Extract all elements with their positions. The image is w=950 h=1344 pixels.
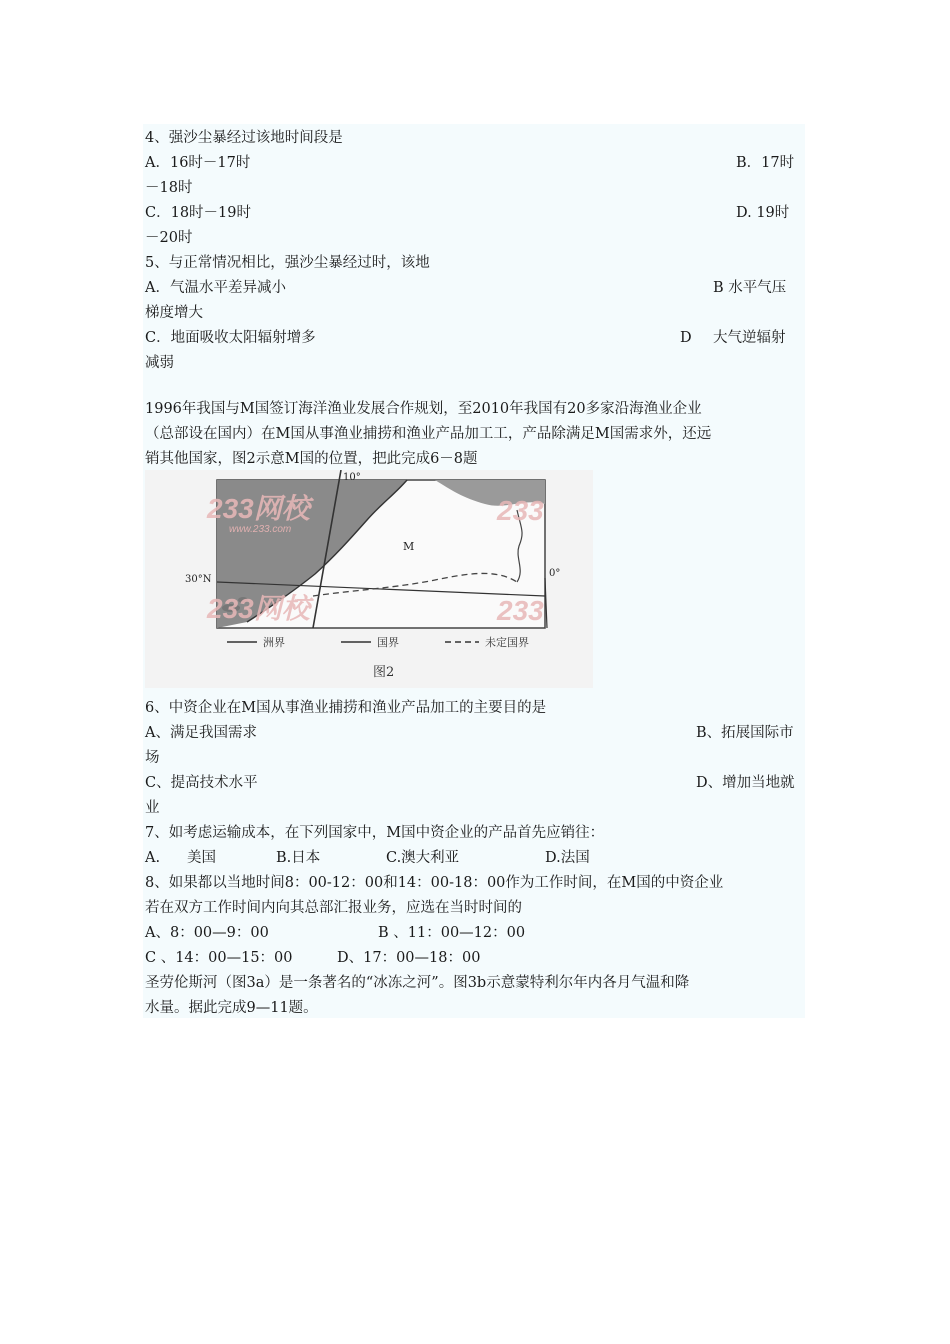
q7-option-c: C.澳大利亚 xyxy=(386,850,460,866)
q7-option-b: B.日本 xyxy=(276,850,321,866)
country-label-m: M xyxy=(403,540,415,553)
watermark: 233网校 xyxy=(207,593,310,624)
intro-6-8-line-3: 销其他国家，图2示意M国的位置，把此完成6－8题 xyxy=(145,451,478,467)
intro-9-11-line-2: 水量。据此完成9—11题。 xyxy=(145,1000,318,1016)
q5-option-b-continued: 梯度增大 xyxy=(145,305,203,321)
q8-option-c: C 、14：00—15：00 xyxy=(145,950,293,966)
q5-option-d-continued: 减弱 xyxy=(145,355,174,371)
q8-option-b: B 、11：00—12：00 xyxy=(378,925,526,941)
q4-stem: 4、强沙尘暴经过该地时间段是 xyxy=(145,130,343,146)
q4-option-d-continued: －20时 xyxy=(145,230,193,246)
watermark: 233网校 xyxy=(207,493,310,524)
watermark-url: www.233.com xyxy=(229,524,292,535)
q4-option-b-continued: －18时 xyxy=(145,180,193,196)
q7-option-a-text: 美国 xyxy=(187,850,216,866)
q7-option-d: D.法国 xyxy=(545,850,590,866)
q6-option-b-continued: 场 xyxy=(145,750,160,766)
q5-option-c: C．地面吸收太阳辐射增多 xyxy=(145,330,316,346)
watermark-partial: 233 xyxy=(497,495,544,526)
map-svg xyxy=(145,470,593,688)
q7-stem: 7、如考虑运输成本，在下列国家中，M国中资企业的产品首先应销往： xyxy=(145,825,605,841)
q6-option-d: D、增加当地就 xyxy=(696,775,795,791)
intro-6-8-line-1: 1996年我国与M国签订海洋渔业发展合作规划，至2010年我国有20多家沿海渔业企业 xyxy=(145,401,702,417)
q4-option-c: C．18时－19时 xyxy=(145,205,251,221)
q7-option-a: A. xyxy=(145,850,161,866)
legend-undefined: 未定国界 xyxy=(485,636,529,649)
q6-option-d-continued: 业 xyxy=(145,800,160,816)
q8-option-d: D、17：00—18：00 xyxy=(337,950,481,966)
figure-caption: 图2 xyxy=(373,665,395,680)
q6-option-c: C、提高技术水平 xyxy=(145,775,258,791)
longitude-label-0: 0° xyxy=(549,568,561,579)
legend-border: 国界 xyxy=(377,636,399,649)
intro-6-8-line-2: （总部设在国内）在M国从事渔业捕捞和渔业产品加工工，产品除满足M国需求外，还远 xyxy=(145,426,712,442)
q5-stem: 5、与正常情况相比，强沙尘暴经过时，该地 xyxy=(145,255,430,271)
figure-2-map xyxy=(145,470,593,688)
q8-stem-line-1: 8、如果都以当地时间8：00-12：00和14：00-18：00作为工作时间，在M国的中资企业 xyxy=(145,875,724,891)
intro-9-11-line-1: 圣劳伦斯河（图3a）是一条著名的“冰冻之河”。图3b示意蒙特利尔年内各月气温和降 xyxy=(145,975,690,991)
q6-stem: 6、中资企业在M国从事渔业捕捞和渔业产品加工的主要目的是 xyxy=(145,700,547,716)
longitude-label-10: 10° xyxy=(343,472,361,483)
legend-continent: 洲界 xyxy=(263,636,285,649)
watermark-partial: 233 xyxy=(497,595,544,626)
q6-option-a: A、满足我国需求 xyxy=(145,725,257,741)
q4-option-d: D. 19时 xyxy=(736,205,790,221)
q5-option-b: B 水平气压 xyxy=(713,280,787,296)
latitude-label-30n: 30°N xyxy=(185,574,212,585)
q8-stem-line-2: 若在双方工作时间内向其总部汇报业务，应选在当时时间的 xyxy=(145,900,522,916)
q8-option-a: A、8：00—9：00 xyxy=(145,925,269,941)
q6-option-b: B、拓展国际市 xyxy=(696,725,794,741)
q5-option-d-letter: D xyxy=(680,330,692,346)
q4-option-a: A．16时－17时 xyxy=(145,155,251,171)
q5-option-a: A．气温水平差异减小 xyxy=(145,280,286,296)
q5-option-d: 大气逆辐射 xyxy=(713,330,786,346)
q4-option-b: B．17时 xyxy=(736,155,795,171)
